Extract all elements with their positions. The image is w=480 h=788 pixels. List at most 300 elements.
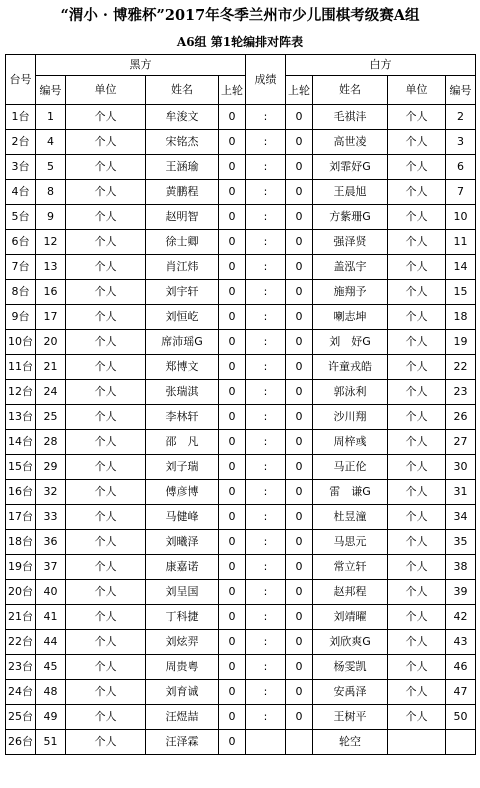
table-row <box>6 130 476 155</box>
black-prev-cell: 0 <box>219 680 246 705</box>
black-unit-cell: 个人 <box>66 130 146 155</box>
white-name-cell: 毛祺沣 <box>313 105 388 130</box>
black-prev-cell: 0 <box>219 555 246 580</box>
black-prev-cell: 0 <box>219 330 246 355</box>
white-name-cell: 马思元 <box>313 530 388 555</box>
table-row <box>6 230 476 255</box>
white-unit-cell: 个人 <box>388 205 446 230</box>
white-unit-cell <box>388 730 446 755</box>
header-white-prev: 上轮 <box>286 76 313 105</box>
result-cell: : <box>246 355 286 380</box>
white-prev-cell: 0 <box>286 680 313 705</box>
white-num-cell: 15 <box>446 280 476 305</box>
white-unit-cell: 个人 <box>388 555 446 580</box>
white-num-cell: 47 <box>446 680 476 705</box>
result-cell: : <box>246 330 286 355</box>
white-name-cell: 刘欣爽G <box>313 630 388 655</box>
table-row <box>6 455 476 480</box>
black-unit-cell: 个人 <box>66 205 146 230</box>
black-unit-cell: 个人 <box>66 430 146 455</box>
white-name-cell: 杨雯凯 <box>313 655 388 680</box>
black-prev-cell: 0 <box>219 405 246 430</box>
black-name-cell: 张瑞淇 <box>146 380 219 405</box>
black-num-cell: 40 <box>36 580 66 605</box>
black-num-cell: 48 <box>36 680 66 705</box>
result-cell: : <box>246 130 286 155</box>
table-no-cell: 24台 <box>6 680 36 705</box>
header-white-name: 姓名 <box>313 76 388 105</box>
table-no-cell: 20台 <box>6 580 36 605</box>
black-unit-cell: 个人 <box>66 530 146 555</box>
black-name-cell: 刘恒屹 <box>146 305 219 330</box>
pairing-table <box>5 54 476 755</box>
header-white-unit: 单位 <box>388 76 446 105</box>
black-num-cell: 41 <box>36 605 66 630</box>
black-name-cell: 郑博文 <box>146 355 219 380</box>
result-cell: : <box>246 105 286 130</box>
white-unit-cell: 个人 <box>388 130 446 155</box>
white-name-cell: 常立轩 <box>313 555 388 580</box>
white-num-cell: 19 <box>446 330 476 355</box>
black-name-cell: 宋铭杰 <box>146 130 219 155</box>
black-name-cell: 刘曦泽 <box>146 530 219 555</box>
white-name-cell: 郭泳利 <box>313 380 388 405</box>
black-prev-cell: 0 <box>219 355 246 380</box>
white-name-cell: 杜昱潼 <box>313 505 388 530</box>
table-row <box>6 480 476 505</box>
black-unit-cell: 个人 <box>66 305 146 330</box>
white-num-cell: 50 <box>446 705 476 730</box>
white-prev-cell: 0 <box>286 580 313 605</box>
white-name-cell: 刘 妤G <box>313 330 388 355</box>
black-name-cell: 赵明智 <box>146 205 219 230</box>
white-num-cell: 23 <box>446 380 476 405</box>
table-no-cell: 3台 <box>6 155 36 180</box>
white-prev-cell: 0 <box>286 405 313 430</box>
black-name-cell: 马健峰 <box>146 505 219 530</box>
white-name-cell: 沙川翔 <box>313 405 388 430</box>
table-no-cell: 10台 <box>6 330 36 355</box>
table-row <box>6 655 476 680</box>
black-unit-cell: 个人 <box>66 580 146 605</box>
white-name-cell: 轮空 <box>313 730 388 755</box>
black-name-cell: 席沛瑶G <box>146 330 219 355</box>
white-unit-cell: 个人 <box>388 480 446 505</box>
black-num-cell: 16 <box>36 280 66 305</box>
table-row <box>6 330 476 355</box>
white-num-cell: 35 <box>446 530 476 555</box>
table-no-cell: 25台 <box>6 705 36 730</box>
result-cell: : <box>246 180 286 205</box>
white-num-cell: 30 <box>446 455 476 480</box>
black-name-cell: 刘炫羿 <box>146 630 219 655</box>
black-unit-cell: 个人 <box>66 705 146 730</box>
white-name-cell: 刘霏妤G <box>313 155 388 180</box>
white-prev-cell: 0 <box>286 330 313 355</box>
white-unit-cell: 个人 <box>388 305 446 330</box>
header-black: 黑方 <box>36 55 246 76</box>
white-unit-cell: 个人 <box>388 280 446 305</box>
result-cell: : <box>246 530 286 555</box>
result-cell <box>246 730 286 755</box>
result-cell: : <box>246 580 286 605</box>
white-prev-cell: 0 <box>286 205 313 230</box>
header-black-num: 编号 <box>36 76 66 105</box>
black-num-cell: 9 <box>36 205 66 230</box>
table-row <box>6 155 476 180</box>
black-prev-cell: 0 <box>219 180 246 205</box>
black-num-cell: 17 <box>36 305 66 330</box>
white-unit-cell: 个人 <box>388 180 446 205</box>
white-unit-cell: 个人 <box>388 655 446 680</box>
black-name-cell: 肖江炜 <box>146 255 219 280</box>
white-num-cell: 26 <box>446 405 476 430</box>
black-name-cell: 邵 凡 <box>146 430 219 455</box>
table-row <box>6 555 476 580</box>
black-name-cell: 周贵粤 <box>146 655 219 680</box>
table-no-cell: 19台 <box>6 555 36 580</box>
white-unit-cell: 个人 <box>388 530 446 555</box>
black-name-cell: 刘育诚 <box>146 680 219 705</box>
white-unit-cell: 个人 <box>388 105 446 130</box>
white-num-cell: 38 <box>446 555 476 580</box>
table-row <box>6 530 476 555</box>
table-no-cell: 17台 <box>6 505 36 530</box>
white-prev-cell: 0 <box>286 255 313 280</box>
black-unit-cell: 个人 <box>66 455 146 480</box>
white-num-cell: 3 <box>446 130 476 155</box>
result-cell: : <box>246 655 286 680</box>
black-name-cell: 康嘉诺 <box>146 555 219 580</box>
white-unit-cell: 个人 <box>388 155 446 180</box>
black-num-cell: 49 <box>36 705 66 730</box>
white-num-cell: 18 <box>446 305 476 330</box>
black-unit-cell: 个人 <box>66 405 146 430</box>
white-num-cell: 42 <box>446 605 476 630</box>
black-name-cell: 刘宇轩 <box>146 280 219 305</box>
white-name-cell: 王树平 <box>313 705 388 730</box>
white-prev-cell: 0 <box>286 380 313 405</box>
table-row <box>6 580 476 605</box>
white-prev-cell: 0 <box>286 455 313 480</box>
table-no-cell: 23台 <box>6 655 36 680</box>
white-name-cell: 方紫珊G <box>313 205 388 230</box>
white-prev-cell <box>286 730 313 755</box>
white-prev-cell: 0 <box>286 555 313 580</box>
table-row <box>6 605 476 630</box>
result-cell: : <box>246 255 286 280</box>
black-num-cell: 32 <box>36 480 66 505</box>
black-num-cell: 20 <box>36 330 66 355</box>
table-row <box>6 505 476 530</box>
black-name-cell: 丁科捷 <box>146 605 219 630</box>
black-prev-cell: 0 <box>219 580 246 605</box>
table-row <box>6 355 476 380</box>
table-no-cell: 15台 <box>6 455 36 480</box>
table-no-cell: 4台 <box>6 180 36 205</box>
white-unit-cell: 个人 <box>388 680 446 705</box>
table-no-cell: 9台 <box>6 305 36 330</box>
white-prev-cell: 0 <box>286 155 313 180</box>
white-num-cell: 10 <box>446 205 476 230</box>
white-num-cell: 11 <box>446 230 476 255</box>
table-no-cell: 26台 <box>6 730 36 755</box>
white-unit-cell: 个人 <box>388 430 446 455</box>
black-num-cell: 51 <box>36 730 66 755</box>
header-white: 白方 <box>286 55 476 76</box>
white-prev-cell: 0 <box>286 430 313 455</box>
black-unit-cell: 个人 <box>66 155 146 180</box>
white-name-cell: 施翔予 <box>313 280 388 305</box>
table-no-cell: 7台 <box>6 255 36 280</box>
white-name-cell: 安禹泽 <box>313 680 388 705</box>
black-prev-cell: 0 <box>219 480 246 505</box>
table-row <box>6 280 476 305</box>
header-black-unit: 单位 <box>66 76 146 105</box>
black-prev-cell: 0 <box>219 205 246 230</box>
black-name-cell: 李林轩 <box>146 405 219 430</box>
black-num-cell: 36 <box>36 530 66 555</box>
black-unit-cell: 个人 <box>66 280 146 305</box>
header-table-no: 台号 <box>6 55 36 105</box>
table-no-cell: 5台 <box>6 205 36 230</box>
black-unit-cell: 个人 <box>66 730 146 755</box>
white-num-cell: 7 <box>446 180 476 205</box>
black-prev-cell: 0 <box>219 230 246 255</box>
black-prev-cell: 0 <box>219 305 246 330</box>
black-prev-cell: 0 <box>219 655 246 680</box>
table-no-cell: 22台 <box>6 630 36 655</box>
result-cell: : <box>246 380 286 405</box>
black-num-cell: 1 <box>36 105 66 130</box>
white-unit-cell: 个人 <box>388 705 446 730</box>
black-num-cell: 45 <box>36 655 66 680</box>
black-name-cell: 傅彦博 <box>146 480 219 505</box>
black-name-cell: 黄鹏程 <box>146 180 219 205</box>
table-row <box>6 105 476 130</box>
table-no-cell: 6台 <box>6 230 36 255</box>
result-cell: : <box>246 455 286 480</box>
result-cell: : <box>246 305 286 330</box>
black-num-cell: 44 <box>36 630 66 655</box>
black-num-cell: 25 <box>36 405 66 430</box>
black-prev-cell: 0 <box>219 705 246 730</box>
table-row <box>6 205 476 230</box>
black-prev-cell: 0 <box>219 505 246 530</box>
result-cell: : <box>246 680 286 705</box>
black-num-cell: 8 <box>36 180 66 205</box>
black-unit-cell: 个人 <box>66 680 146 705</box>
result-cell: : <box>246 205 286 230</box>
result-cell: : <box>246 280 286 305</box>
white-unit-cell: 个人 <box>388 630 446 655</box>
black-name-cell: 汪煜喆 <box>146 705 219 730</box>
black-prev-cell: 0 <box>219 155 246 180</box>
table-row <box>6 305 476 330</box>
white-prev-cell: 0 <box>286 180 313 205</box>
result-cell: : <box>246 230 286 255</box>
white-unit-cell: 个人 <box>388 255 446 280</box>
white-prev-cell: 0 <box>286 655 313 680</box>
table-row <box>6 705 476 730</box>
black-prev-cell: 0 <box>219 105 246 130</box>
black-name-cell: 汪泽霖 <box>146 730 219 755</box>
black-name-cell: 刘子瑞 <box>146 455 219 480</box>
white-prev-cell: 0 <box>286 705 313 730</box>
result-cell: : <box>246 405 286 430</box>
black-prev-cell: 0 <box>219 255 246 280</box>
white-name-cell: 马正伦 <box>313 455 388 480</box>
white-unit-cell: 个人 <box>388 330 446 355</box>
black-prev-cell: 0 <box>219 430 246 455</box>
result-cell: : <box>246 705 286 730</box>
white-num-cell: 43 <box>446 630 476 655</box>
black-name-cell: 刘呈国 <box>146 580 219 605</box>
table-row <box>6 380 476 405</box>
black-unit-cell: 个人 <box>66 630 146 655</box>
white-name-cell: 强泽贤 <box>313 230 388 255</box>
black-prev-cell: 0 <box>219 730 246 755</box>
white-prev-cell: 0 <box>286 130 313 155</box>
white-prev-cell: 0 <box>286 505 313 530</box>
white-name-cell: 王晨旭 <box>313 180 388 205</box>
white-name-cell: 刘靖曜 <box>313 605 388 630</box>
table-row <box>6 730 476 755</box>
white-num-cell: 27 <box>446 430 476 455</box>
black-prev-cell: 0 <box>219 380 246 405</box>
white-prev-cell: 0 <box>286 305 313 330</box>
white-prev-cell: 0 <box>286 355 313 380</box>
black-num-cell: 12 <box>36 230 66 255</box>
black-name-cell: 牟浚文 <box>146 105 219 130</box>
white-unit-cell: 个人 <box>388 605 446 630</box>
table-no-cell: 8台 <box>6 280 36 305</box>
white-num-cell: 2 <box>446 105 476 130</box>
result-cell: : <box>246 480 286 505</box>
black-unit-cell: 个人 <box>66 555 146 580</box>
table-no-cell: 21台 <box>6 605 36 630</box>
table-no-cell: 11台 <box>6 355 36 380</box>
white-num-cell: 46 <box>446 655 476 680</box>
table-row <box>6 430 476 455</box>
black-prev-cell: 0 <box>219 630 246 655</box>
black-num-cell: 5 <box>36 155 66 180</box>
white-prev-cell: 0 <box>286 530 313 555</box>
header-black-name: 姓名 <box>146 76 219 105</box>
white-name-cell: 喇志坤 <box>313 305 388 330</box>
black-unit-cell: 个人 <box>66 255 146 280</box>
header-white-num: 编号 <box>446 76 476 105</box>
white-prev-cell: 0 <box>286 280 313 305</box>
white-name-cell: 赵邦程 <box>313 580 388 605</box>
white-prev-cell: 0 <box>286 230 313 255</box>
white-num-cell: 14 <box>446 255 476 280</box>
black-prev-cell: 0 <box>219 530 246 555</box>
white-unit-cell: 个人 <box>388 405 446 430</box>
white-prev-cell: 0 <box>286 605 313 630</box>
white-name-cell: 许童戎皓 <box>313 355 388 380</box>
result-cell: : <box>246 630 286 655</box>
black-num-cell: 13 <box>36 255 66 280</box>
white-prev-cell: 0 <box>286 630 313 655</box>
black-num-cell: 4 <box>36 130 66 155</box>
black-unit-cell: 个人 <box>66 355 146 380</box>
white-num-cell: 34 <box>446 505 476 530</box>
black-num-cell: 21 <box>36 355 66 380</box>
black-prev-cell: 0 <box>219 130 246 155</box>
result-cell: : <box>246 430 286 455</box>
table-row <box>6 405 476 430</box>
white-unit-cell: 个人 <box>388 505 446 530</box>
black-prev-cell: 0 <box>219 455 246 480</box>
black-unit-cell: 个人 <box>66 105 146 130</box>
white-unit-cell: 个人 <box>388 455 446 480</box>
table-no-cell: 14台 <box>6 430 36 455</box>
table-no-cell: 12台 <box>6 380 36 405</box>
black-prev-cell: 0 <box>219 280 246 305</box>
black-num-cell: 29 <box>36 455 66 480</box>
header-black-prev: 上轮 <box>219 76 246 105</box>
white-name-cell: 高世凌 <box>313 130 388 155</box>
white-num-cell: 22 <box>446 355 476 380</box>
white-unit-cell: 个人 <box>388 355 446 380</box>
pairing-rows <box>6 105 476 755</box>
black-name-cell: 王涵瑜 <box>146 155 219 180</box>
white-name-cell: 盖泓宇 <box>313 255 388 280</box>
black-unit-cell: 个人 <box>66 505 146 530</box>
result-cell: : <box>246 555 286 580</box>
white-prev-cell: 0 <box>286 105 313 130</box>
white-num-cell <box>446 730 476 755</box>
table-no-cell: 1台 <box>6 105 36 130</box>
result-cell: : <box>246 605 286 630</box>
black-unit-cell: 个人 <box>66 480 146 505</box>
result-cell: : <box>246 155 286 180</box>
table-row <box>6 680 476 705</box>
black-unit-cell: 个人 <box>66 330 146 355</box>
white-num-cell: 39 <box>446 580 476 605</box>
table-row <box>6 180 476 205</box>
black-unit-cell: 个人 <box>66 605 146 630</box>
document-subtitle: A6组 第1轮编排对阵表 <box>176 35 304 49</box>
table-no-cell: 16台 <box>6 480 36 505</box>
black-num-cell: 28 <box>36 430 66 455</box>
black-unit-cell: 个人 <box>66 380 146 405</box>
black-name-cell: 徐士卿 <box>146 230 219 255</box>
black-unit-cell: 个人 <box>66 180 146 205</box>
white-unit-cell: 个人 <box>388 380 446 405</box>
white-unit-cell: 个人 <box>388 580 446 605</box>
black-num-cell: 24 <box>36 380 66 405</box>
white-unit-cell: 个人 <box>388 230 446 255</box>
table-row <box>6 630 476 655</box>
white-num-cell: 31 <box>446 480 476 505</box>
black-num-cell: 33 <box>36 505 66 530</box>
white-name-cell: 周梓彧 <box>313 430 388 455</box>
table-no-cell: 18台 <box>6 530 36 555</box>
black-unit-cell: 个人 <box>66 655 146 680</box>
header-result: 成绩 <box>246 55 286 105</box>
white-prev-cell: 0 <box>286 480 313 505</box>
black-unit-cell: 个人 <box>66 230 146 255</box>
table-row <box>6 255 476 280</box>
result-cell: : <box>246 505 286 530</box>
document-title: “渭小 · 博雅杯”2017年冬季兰州市少儿围棋考级赛A组 <box>60 7 420 24</box>
table-no-cell: 2台 <box>6 130 36 155</box>
white-num-cell: 6 <box>446 155 476 180</box>
black-num-cell: 37 <box>36 555 66 580</box>
black-prev-cell: 0 <box>219 605 246 630</box>
